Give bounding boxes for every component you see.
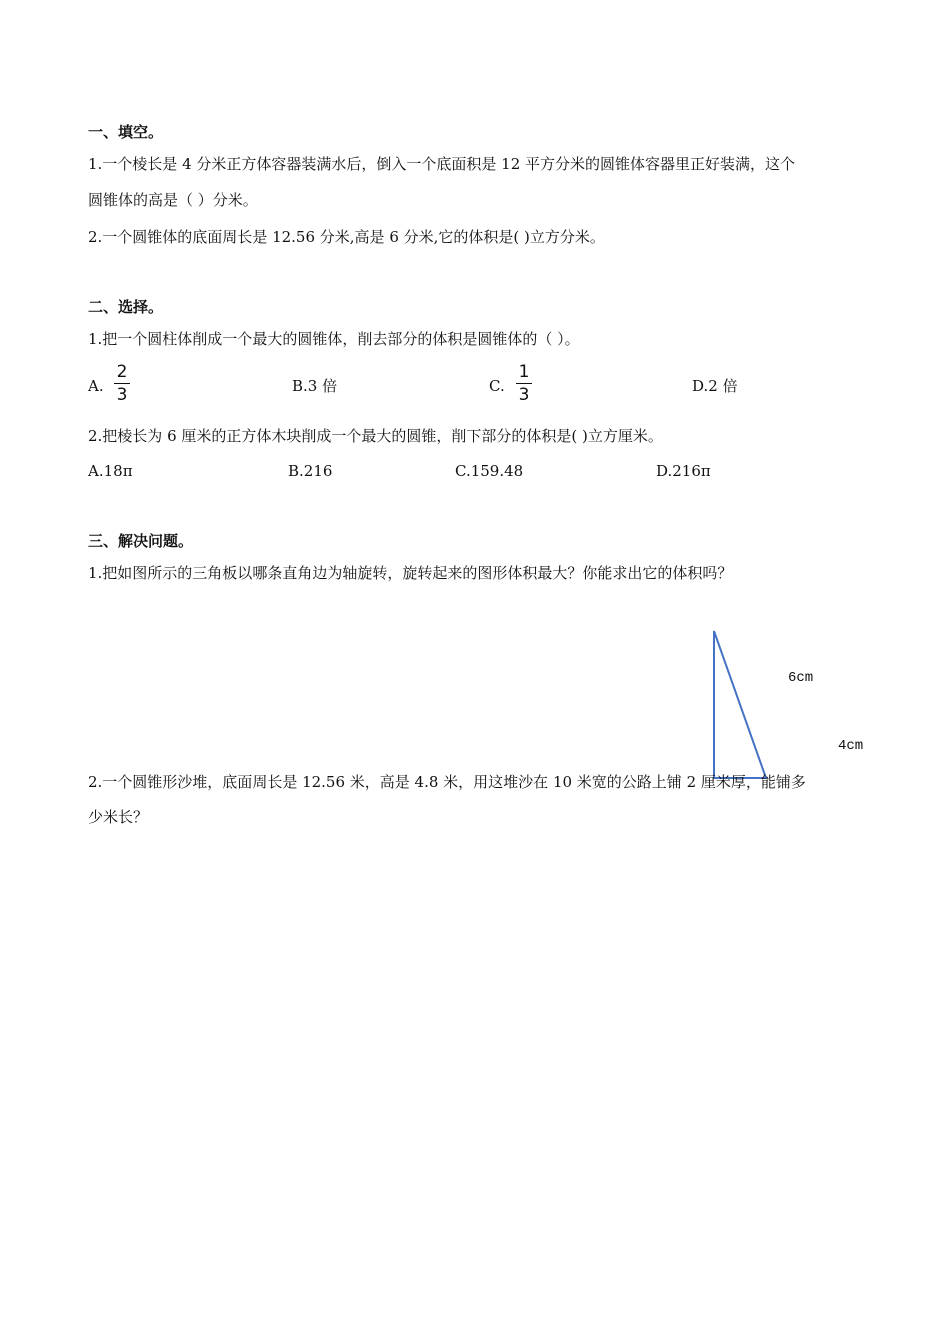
- option-c: C.159.48: [455, 462, 524, 480]
- fraction-denominator: 3: [116, 385, 128, 405]
- fraction-denominator: 3: [518, 385, 530, 405]
- fraction-numerator: 2: [116, 362, 128, 382]
- option-b: B.3 倍: [292, 377, 338, 395]
- label-4cm: 4cm: [838, 738, 864, 754]
- option-d: D.216π: [656, 462, 711, 480]
- label-6cm: 6cm: [788, 670, 814, 686]
- question-2-1: 1.把一个圆柱体削成一个最大的圆锥体，削去部分的体积是圆锥体的（ ）。: [88, 330, 580, 348]
- question-3-1: 1.把如图所示的三角板以哪条直角边为轴旋转，旋转起来的图形体积最大？你能求出它的体积吗？: [88, 564, 733, 582]
- section-2-heading: 二、选择。: [88, 298, 164, 316]
- question-1-1-line-2: 圆锥体的高是（ ）分米。: [88, 191, 258, 209]
- option-d: D.2 倍: [692, 377, 738, 395]
- question-3-2-line-2: 少米长？: [88, 808, 149, 826]
- question-1-1-line-1: 1.一个棱长是 4 分米正方体容器装满水后，倒入一个底面积是 12 平方分米的圆锥体容器里正好装满，这个: [88, 155, 796, 173]
- right-triangle: [714, 631, 766, 778]
- option-a-label: A.: [88, 377, 104, 395]
- question-2-2: 2.把棱长为 6 厘米的正方体木块削成一个最大的圆锥，削下部分的体积是( )立方厘米。: [88, 427, 663, 445]
- section-3-heading: 三、解决问题。: [88, 532, 194, 550]
- question-3-2-line-1: 2.一个圆锥形沙堆，底面周长是 12.56 米，高是 4.8 米，用这堆沙在 10 米宽的公路上铺 2 厘米厚，能铺多: [88, 773, 806, 791]
- fraction-numerator: 1: [518, 362, 530, 382]
- section-1-heading: 一、填空。: [88, 123, 164, 141]
- question-1-2: 2.一个圆锥体的底面周长是 12.56 分米,高是 6 分米,它的体积是( )立方分米。: [88, 228, 605, 246]
- option-b: B.216: [288, 462, 333, 480]
- option-c-label: C.: [489, 377, 505, 395]
- option-a: A.18π: [88, 462, 133, 480]
